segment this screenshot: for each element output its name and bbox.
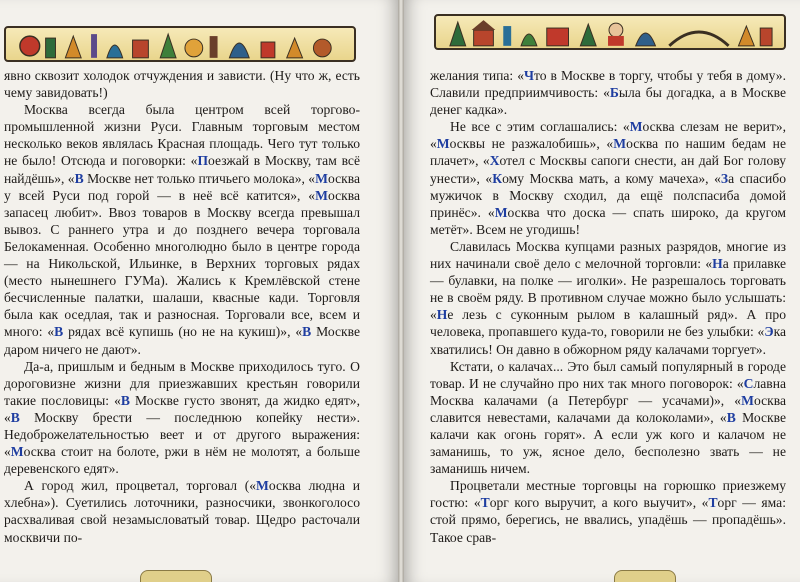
quote-initial: М [629, 119, 643, 135]
quote-initial: М [315, 170, 328, 186]
right-page [404, 0, 800, 582]
quote-initial: Б [609, 85, 619, 101]
quote-initial: Э [764, 324, 774, 340]
quote-initial: П [197, 153, 209, 169]
left-page [0, 0, 398, 582]
quote-initial: М [10, 444, 24, 460]
left-decorative-banner [4, 26, 356, 62]
quote-initial: В [302, 324, 312, 340]
paragraph: Кстати, о калачах... Это был самый популярный в городе товар. И не случайно про них так много поговорок: «Славна Москва калачами (а Петербург — усачами)», «Москва славится невестами, калачами да колоколами», «В Москве калачи как огонь горят». А если уж кого и калачом не заманишь, то уж, ясное дело, бесполезно звать — не заманишь ничем. [430, 358, 787, 477]
quote-initial: С [743, 375, 754, 391]
right-decorative-banner [434, 14, 786, 50]
quote-initial: Т [480, 495, 490, 511]
paragraph: Москва всегда была центром всей торгово-промышленной жизни Руси. Главным торговым местом несколько веков являлась Красная площадь. Чего тут только не было! Отсюда и поговорки: «Поезжай в Москву, там всё найдёшь», «В Москве нет только птичьего молока», «Москва у всей Руси под горой — в неё всё катится», «Москва запасец любит». Ввоз товаров в Москву всегда превышал вывоз. С раннего утра и до позднего вечера торговала Белокаменная. Особенно многолюдно было в центре города — на Никольской, Ильинке, в Верхних торговых рядах (место нынешнего ГУМа). Жались к Кремлёвской стене бесчисленные палатки, шалаши, квасные кади. Торговля была как оседлая, так и разносная. Торговали все, всем и много: «В рядах всё купишь (но не на кукиш)», «В Москве даром ничего не дают». [4, 102, 360, 357]
quote-initial: В [74, 170, 84, 186]
paragraph: явно сквозит холодок отчуждения и зависти. (Ну что ж, есть чему завидовать!) [4, 68, 360, 101]
quote-initial: М [741, 392, 754, 408]
paragraph: Славилась Москва купцами разных разрядов, многие из них начинали своё дело с мелочной торговли: «На прилавке — булавки, на полке — иголки». Не разрешалось торговать не в своём ряду. В противном случае можно было услышать: «Не лезь с суконным рылом в калашный ряд». А про человека, пропавшего куда-то, говорили не без улыбки: «Эка хватились! Он давно в обжорном ряду калачами торгует». [430, 238, 786, 357]
right-page-text [430, 67, 786, 546]
quote-initial: В [10, 409, 20, 425]
quote-initial: В [120, 392, 130, 408]
quote-initial: В [54, 324, 64, 340]
quote-initial: М [613, 136, 627, 152]
quote-initial: Ч [524, 68, 534, 83]
quote-initial: З [720, 170, 729, 186]
quote-initial: М [436, 136, 450, 152]
paragraph: Не все с этим соглашались: «Москва слезам не верит», «Москвы не разжалобишь», «Москва по нашим бедам не плачет», «Хотел с Москвы сапоги снести, ан дай Бог голову унести», «Кому Москва мать, а кому мачеха», «За спасибо мужичок в Москву сходил, да ещё полспасиба домой принёс». «Москва что доска — спать широко, да кругом метёт». Всем не угодишь! [430, 119, 786, 237]
quote-initial: М [315, 187, 328, 203]
quote-initial: Х [489, 153, 500, 169]
folk-ornament-icon [12, 28, 348, 60]
quote-initial: Н [712, 256, 723, 272]
quote-initial: К [492, 170, 503, 186]
quote-initial: М [494, 204, 508, 220]
quote-initial: Н [436, 307, 448, 323]
russian-town-ornament-icon [442, 16, 778, 48]
paragraph: желания типа: «Что в Москве в торгу, чтобы у тебя в дому». Славили предприимчивость: «Была бы догадка, а в Москве денег кадка». [430, 68, 786, 118]
left-page-text [4, 67, 360, 546]
paragraph: Процветали местные торговцы на горюшко приезжему гостю: «Торг кого выручит, а кого выучит», «Торг — яма: стой прямо, берегись, не ввались, упадёшь — пропадёшь». Такое срав- [430, 478, 786, 545]
quote-initial: М [256, 478, 269, 494]
paragraph: Да-а, пришлым и бедным в Москве приходилось туго. О дороговизне жизни для приезжавших крестьян говорили такие пословицы: «В Москве густо звонят, да жидко едят», «В Москву брести — последнюю копейку нести». Недоброжелательностью веет и от другого выражения: «Москва стоит на болоте, ржи в нём не молотят, а больше деревенского едят». [4, 358, 360, 477]
quote-initial: Т [708, 495, 718, 511]
paragraph: А город жил, процветал, торговал («Москва людна и хлебна»). Суетились лоточники, разносчики, звонкоголосо расхваливая свой незамысловатый товар. Щедро расточали москвичи по- [4, 478, 361, 545]
bottom-ornament [614, 570, 676, 582]
bottom-ornament [140, 570, 212, 582]
quote-initial: В [726, 409, 736, 425]
